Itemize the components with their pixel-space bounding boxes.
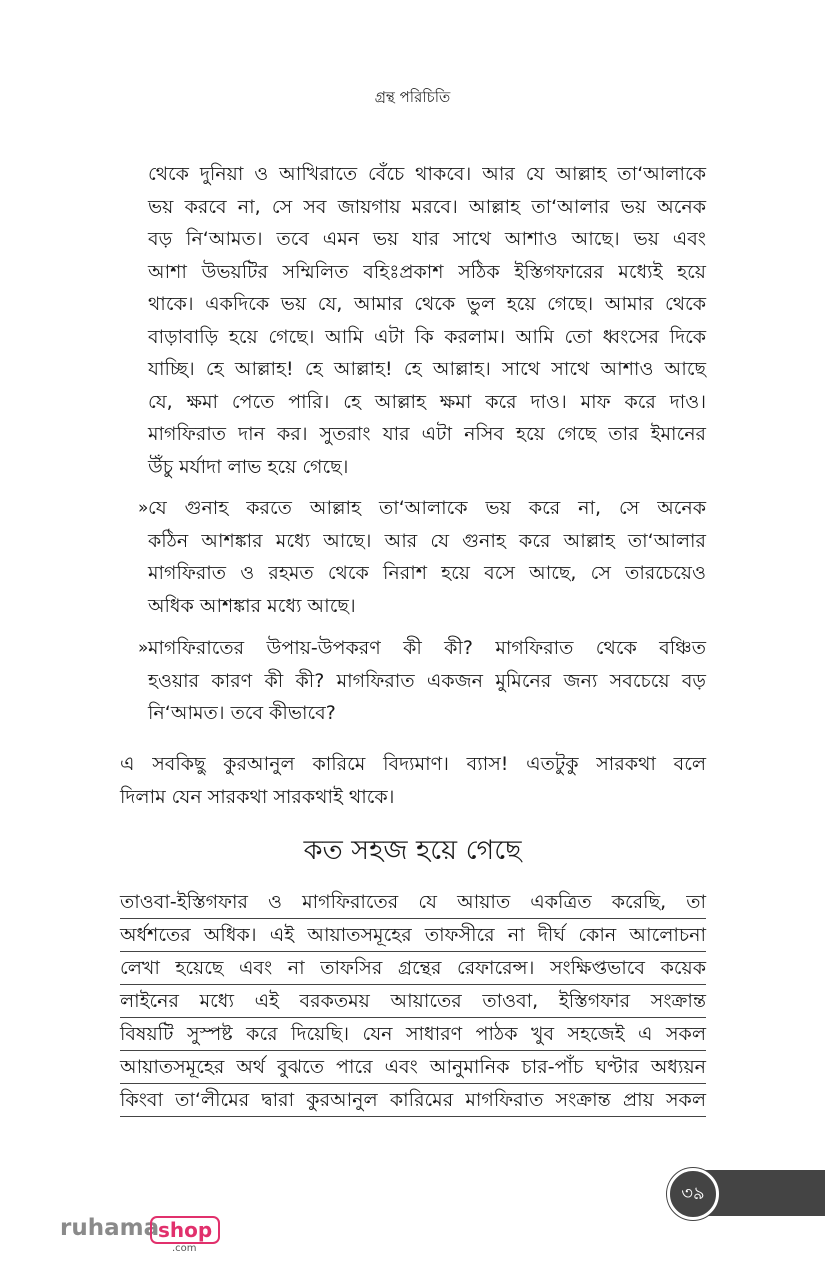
text-line: অর্ধশতের অধিক। এই আয়াতসমূহের তাফসীরে না দীর্ঘ কোন আলোচনা xyxy=(120,919,706,952)
text-line: লাইনের মধ্যে এই বরকতময় আয়াতের তাওবা, ইস্তিগফার সংক্রান্ত xyxy=(120,985,706,1018)
bullet-item xyxy=(138,492,708,622)
section-paragraph xyxy=(120,886,706,1117)
page-number: ৩৯ xyxy=(667,1168,719,1220)
text-line: এ সবকিছু কুরআনুল কারিমে বিদ্যমাণ। ব্যাস! এতটুকু সারকথা বলে xyxy=(120,753,706,775)
text-line: মাগফিরাতের উপায়-উপকরণ কী কী? মাগফিরাত থেকে বঞ্চিত xyxy=(148,637,706,659)
text-line: নি‘আমত। তবে কীভাবে? xyxy=(148,702,336,724)
bullet-marker: » xyxy=(138,638,149,658)
text-line: বড় নি‘আমত। তবে এমন ভয় যার সাথে আশাও আছে। ভয় এবং xyxy=(148,228,706,250)
text-line: ভয় করবে না, সে সব জায়গায় মরবে। আল্লাহ তা‘আলার ভয় অনেক xyxy=(148,195,706,218)
text-line: অধিক আশঙ্কার মধ্যে আছে। xyxy=(148,594,356,617)
text-line: থেকে দুনিয়া ও আখিরাতে বেঁচে থাকবে। আর যে আল্লাহ তা‘আলাকে xyxy=(148,163,706,185)
text-line: যে গুনাহ করতে আল্লাহ তা‘আলাকে ভয় করে না, সে অনেক xyxy=(148,497,706,519)
text-line: হওয়ার কারণ কী কী? মাগফিরাত একজন মুমিনের জন্য সবচেয়ে বড় xyxy=(148,669,706,692)
intro-paragraph xyxy=(148,158,706,483)
section-heading: কত সহজ হয়ে গেছে xyxy=(303,835,522,866)
text-line: থাকে। একদিকে ভয় যে, আমার থেকে ভুল হয়ে গেছে। আমার থেকে xyxy=(148,293,706,315)
logo-domain: .com xyxy=(172,1243,197,1254)
bullet-text xyxy=(148,632,706,730)
text-line: উঁচু মর্যাদা লাভ হয়ে গেছে। xyxy=(148,455,349,478)
text-line: আশা উভয়টির সম্মিলিত বহিঃপ্রকাশ সঠিক ইস্তিগফারের মধ্যেই হয়ে xyxy=(148,260,706,283)
bullet-text xyxy=(148,492,706,622)
text-line: যাচ্ছি। হে আল্লাহ! হে আল্লাহ! হে আল্লাহ। সাথে সাথে আশাও আছে xyxy=(148,358,706,380)
text-line: আয়াতসমূহের অর্থ বুঝতে পারে এবং আনুমানিক চার-পাঁচ ঘণ্টার অধ্যয়ন xyxy=(120,1051,706,1084)
text-line: মাগফিরাত ও রহমত থেকে নিরাশ হয়ে বসে আছে, সে তারচেয়েও xyxy=(148,562,706,584)
text-line: কঠিন আশঙ্কার মধ্যে আছে। আর যে গুনাহ করে আল্লাহ তা‘আলার xyxy=(148,529,706,552)
ruhamashop-logo xyxy=(60,1214,230,1260)
text-line: যে, ক্ষমা পেতে পারি। হে আল্লাহ ক্ষমা করে দাও। মাফ করে দাও। xyxy=(148,390,706,413)
logo-word: ruhama xyxy=(60,1215,160,1241)
logo-badge: shop xyxy=(150,1216,220,1244)
text-line: দিলাম যেন সারকথা সারকথাই থাকে। xyxy=(120,785,395,808)
text-line: লেখা হয়েছে এবং না তাফসির গ্রন্থের রেফারেন্স। সংক্ষিপ্তভাবে কয়েক xyxy=(120,952,706,985)
running-header: গ্রন্থ পরিচিতি xyxy=(374,88,451,106)
summary-paragraph xyxy=(120,748,706,813)
bullet-marker: » xyxy=(138,498,149,518)
text-line: কিংবা তা‘লীমের দ্বারা কুরআনুল কারিমের মাগফিরাত সংক্রান্ত প্রায় সকল xyxy=(120,1084,706,1117)
text-line: তাওবা-ইস্তিগফার ও মাগফিরাতের যে আয়াত একত্রিত করেছি, তা xyxy=(120,886,706,919)
text-line: বিষয়টি সুস্পষ্ট করে দিয়েছি। যেন সাধারণ পাঠক খুব সহজেই এ সকল xyxy=(120,1018,706,1051)
text-line: বাড়াবাড়ি হয়ে গেছে। আমি এটা কি করলাম। আমি তো ধ্বংসের দিকে xyxy=(148,325,706,348)
text-line: মাগফিরাত দান কর। সুতরাং যার এটা নসিব হয়ে গেছে তার ইমানের xyxy=(148,423,706,445)
bullet-item xyxy=(138,632,708,730)
